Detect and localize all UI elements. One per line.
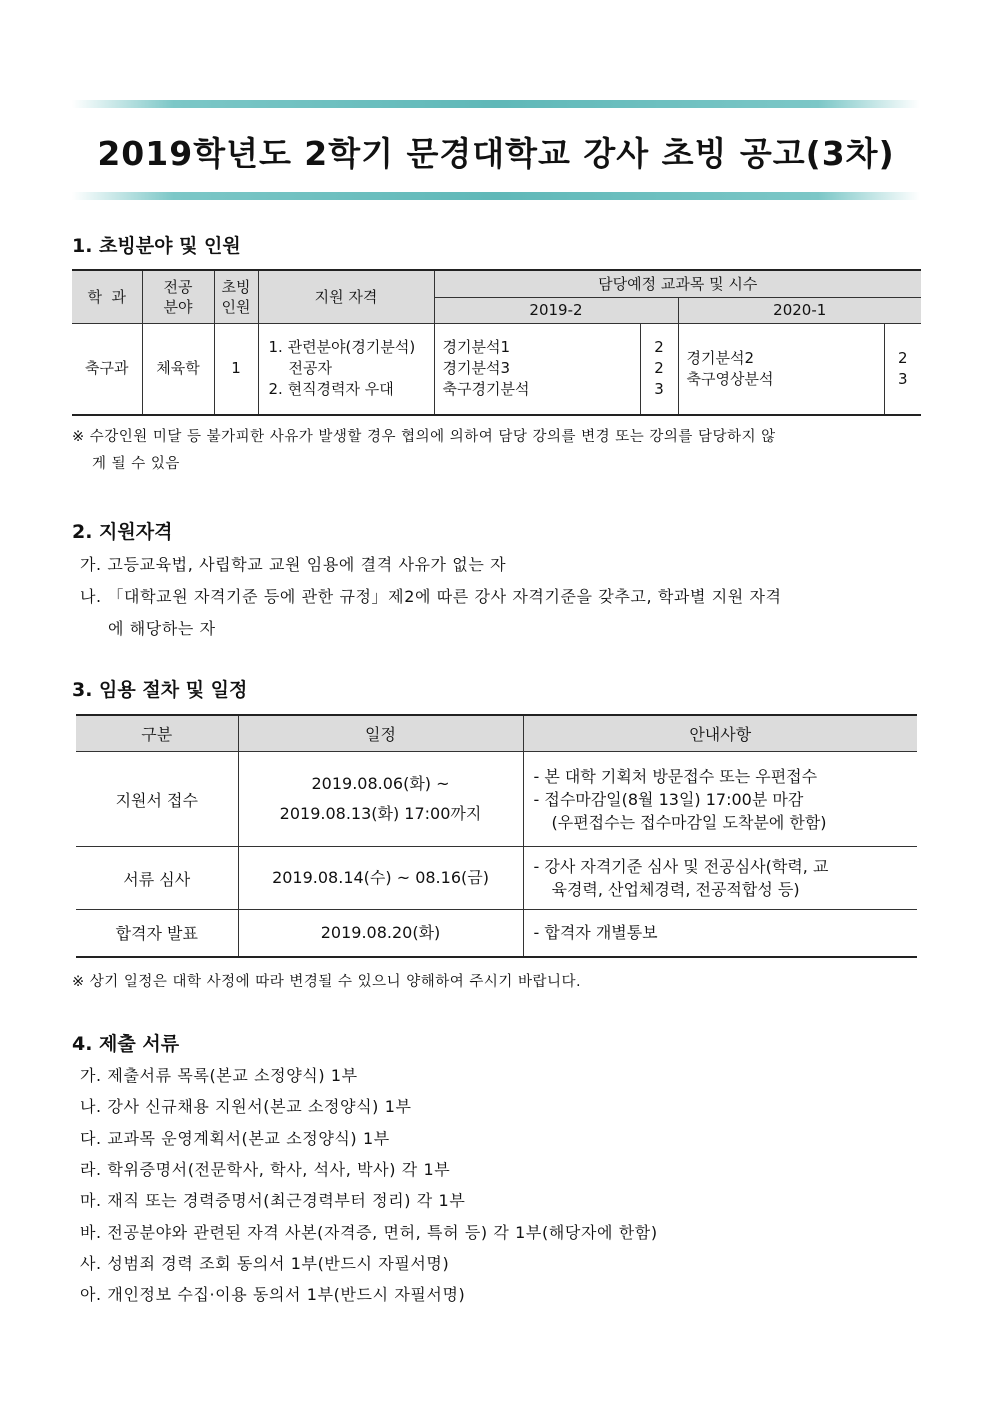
title-decor-bottom — [72, 192, 920, 200]
list-item: 아. 개인정보 수집·이용 동의서 1부(반드시 자필서명) — [80, 1285, 466, 1304]
cell-category: 서류 심사 — [76, 847, 238, 910]
section3-note: ※ 상기 일정은 대학 사정에 따라 변경될 수 있으니 양해하여 주시기 바랍니다. — [72, 974, 582, 990]
section2-item-ga: 가. 고등교육법, 사립학교 교원 임용에 결격 사유가 없는 자 — [80, 555, 507, 574]
section1-note: ※ 수강인원 미달 등 불가피한 사유가 발생할 경우 협의에 의하여 담당 강의를 변경 또는 강의를 담당하지 않 게 될 수 있음 — [72, 429, 776, 472]
header-term1: 2019-2 — [434, 297, 678, 323]
cell-term1-courses: 경기분석1 경기분석3 축구경기분석 — [434, 323, 640, 415]
header-major: 전공 분야 — [142, 270, 214, 323]
header-count: 초빙 인원 — [214, 270, 258, 323]
page-title: 2019학년도 2학기 문경대학교 강사 초빙 공고(3차) — [97, 134, 895, 173]
cell-category: 지원서 접수 — [76, 752, 238, 847]
header-dept: 학 과 — [72, 270, 142, 323]
list-item: 가. 제출서류 목록(본교 소정양식) 1부 — [80, 1066, 358, 1085]
section3-heading: 3. 임용 절차 및 일정 — [72, 679, 248, 701]
title-decor-top — [72, 100, 920, 108]
cell-term2-courses: 경기분석2 축구영상분석 — [678, 323, 884, 415]
cell-qualification: 1. 관련분야(경기분석) 전공자 2. 현직경력자 우대 — [258, 323, 434, 415]
cell-schedule: 2019.08.20(화) — [238, 910, 523, 957]
cell-info: - 본 대학 기획처 방문접수 또는 우편접수 - 접수마감일(8월 13일) 17:00분 마감 (우편접수는 접수마감일 도착분에 한함) — [523, 752, 917, 847]
list-item: 바. 전공분야와 관련된 자격 사본(자격증, 면허, 특허 등) 각 1부(해당자에 한함) — [80, 1223, 658, 1242]
section2-heading: 2. 지원자격 — [72, 521, 173, 543]
header-term2: 2020-1 — [678, 297, 921, 323]
cell-info: - 강사 자격기준 심사 및 전공심사(학력, 교 육경력, 산업체경력, 전공적합성 등) — [523, 847, 917, 910]
table-row — [76, 847, 917, 910]
cell-dept: 축구과 — [72, 323, 142, 415]
recruitment-table — [72, 269, 921, 416]
section2-item-na-cont: 에 해당하는 자 — [108, 619, 216, 638]
header-qualification: 지원 자격 — [258, 270, 434, 323]
section2-item-na: 나. 「대학교원 자격기준 등에 관한 규정」제2에 따른 강사 자격기준을 갖추고, 학과별 지원 자격 — [80, 587, 782, 606]
list-item: 나. 강사 신규채용 지원서(본교 소정양식) 1부 — [80, 1097, 412, 1116]
header-schedule: 일정 — [238, 715, 523, 752]
section4-heading: 4. 제출 서류 — [72, 1033, 180, 1055]
cell-term1-hours: 2 2 3 — [640, 323, 678, 415]
list-item: 다. 교과목 운영계획서(본교 소정양식) 1부 — [80, 1129, 390, 1148]
section1-heading: 1. 초빙분야 및 인원 — [72, 235, 241, 257]
cell-category: 합격자 발표 — [76, 910, 238, 957]
header-category: 구분 — [76, 715, 238, 752]
table-row — [76, 910, 917, 957]
cell-term2-hours: 2 3 — [884, 323, 921, 415]
cell-schedule: 2019.08.06(화) ~ 2019.08.13(화) 17:00까지 — [238, 752, 523, 847]
header-info: 안내사항 — [523, 715, 917, 752]
list-item: 사. 성범죄 경력 조회 동의서 1부(반드시 자필서명) — [80, 1254, 450, 1273]
table-row — [76, 752, 917, 847]
table-row — [72, 323, 921, 415]
cell-info: - 합격자 개별통보 — [523, 910, 917, 957]
schedule-table — [76, 714, 917, 958]
cell-count: 1 — [214, 323, 258, 415]
header-courses: 담당예정 교과목 및 시수 — [434, 270, 921, 297]
list-item: 마. 재직 또는 경력증명서(최근경력부터 정리) 각 1부 — [80, 1191, 466, 1210]
cell-schedule: 2019.08.14(수) ~ 08.16(금) — [238, 847, 523, 910]
cell-major: 체육학 — [142, 323, 214, 415]
list-item: 라. 학위증명서(전문학사, 학사, 석사, 박사) 각 1부 — [80, 1160, 451, 1179]
